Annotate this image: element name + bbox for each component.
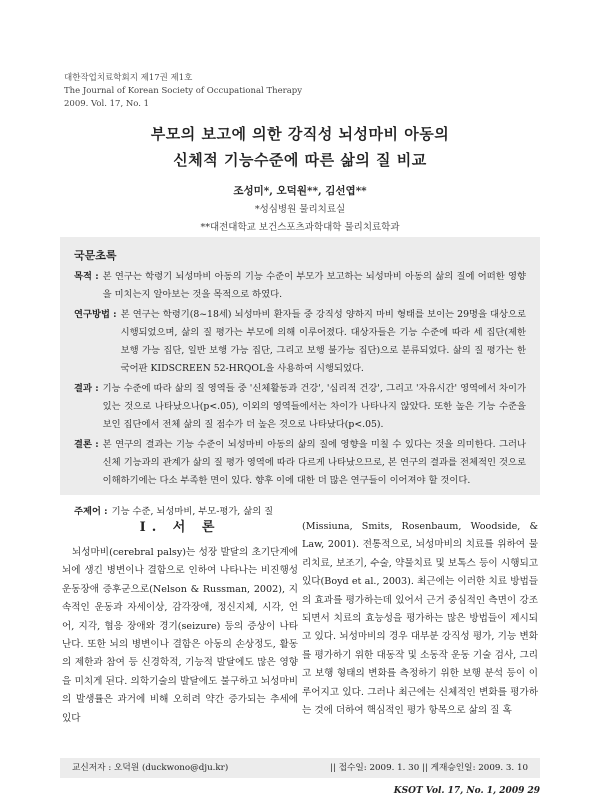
journal-issue: 2009. Vol. 17, No. 1 [64,99,150,109]
keywords-label: 주제어 : [74,506,108,517]
affiliation-1: *성심병원 물리치료실 [254,204,346,215]
page-footer: KSOT Vol. 17, No. 1, 2009 29 [393,786,540,796]
result-label: 결과 : [74,383,99,394]
journal-name-english: The Journal of Korean Society of Occupational Therapy [64,86,303,96]
abstract-heading: 국문초록 [74,249,117,262]
paper-title-line1: 부모의 보고에 의한 강직성 뇌성마비 아동의 [150,125,450,143]
section-title-introduction: I. 서 론 [139,520,221,535]
abstract-method [74,306,526,378]
author-list: 조성미*, 오덕원**, 김선엽** [233,185,367,197]
purpose-text: 본 연구는 학령기 뇌성마비 아동의 기능 수준이 부모가 보고하는 뇌성마비 아동의 삶의 질에 어떠한 영향을 미치는지 알아보는 것을 목적으로 하였다. [102,271,526,300]
correspondence-bar [60,758,540,778]
result-text: 기능 수준에 따라 삶의 질 영역들 중 '신체활동과 건강', '심리적 건강', 그리고 '자유시간' 영역에서 차이가 있는 것으로 나타났으나(p<.05), 이외의 영역들에서는 차이가 나타나지 않았다. 또한 높은 기능 수준을 보인 집단에서 전체 삶의 질 점수가 더 높은 것으로 나타났다(p<.05). [102,383,526,430]
body-paragraph-left: 뇌성마비(cerebral palsy)는 성장 발달의 초기단계에 뇌에 생긴 병변이나 결함으로 인하여 나타나는 비진행성 운동장애 증후군으로(Nelson & Russman, 2002), 지속적인 운동과 자세이상, 감각장애, 정신지체, 시각, 언어, 지각, 협응 장애와 경기(seizure) 등의 증상이 나타난다. 또한 뇌의 병변이나 결함은 아동의 손상정도, 활동의 제한과 참여 등 신경학적, 기능적 발달에도 많은 영향을 미치게 된다. 의학기술의 발달에도 불구하고 뇌성마비의 발생률은 과거에 비해 오히려 약간 증가되는 추세에 있다 [62,547,298,724]
corresponding-author: 교신저자 : 오덕원 (duckwono@dju.kr) [72,763,229,773]
method-text: 본 연구는 학령기(8~18세) 뇌성마비 환자들 중 강직성 양하지 마비 형태를 보이는 29명을 대상으로 시행되었으며, 삶의 질 평가는 부모에 의해 이루어졌다. 대상자들은 기능 수준에 따라 세 집단(제한 보행 가능 집단, 일반 보행 가능 집단, 그리고 보행 불가능 집단)으로 분류되었다. 삶의 질 평가는 한국어판 KIDSCREEN 52-HRQOL을 사용하여 시행되었다. [120,309,526,374]
keywords-text: 기능 수준, 뇌성마비, 부모-평가, 삶의 질 [111,506,274,517]
purpose-label: 목적 : [74,271,99,282]
body-column-right [302,518,538,720]
abstract-conclusion [74,436,526,490]
affiliation-2: **대전대학교 보건스포츠과학대학 물리치료학과 [200,222,400,233]
method-label: 연구방법 : [74,309,117,320]
paper-title [0,121,600,173]
conclusion-text: 본 연구의 결과는 기능 수준이 뇌성마비 아동의 삶의 질에 영향을 미칠 수 있다는 것을 의미한다. 그러나 신체 기능과의 관계가 삶의 질 평가 영역에 따라 다르게 나타났으므로, 본 연구의 결과를 전체적인 것으로 이해하기에는 다소 부족한 면이 있다. 향후 이에 대한 더 많은 연구들이 이어져야 할 것이다. [102,439,526,486]
paper-title-line2: 신체적 기능수준에 따른 삶의 질 비교 [173,151,427,169]
conclusion-label: 결론 : [74,439,99,450]
body-column-left [62,518,298,728]
abstract-purpose [74,268,526,304]
body-paragraph-right: (Missiuna, Smits, Rosenbaum, Woodside, & Law, 2001). 전통적으로, 뇌성마비의 치료를 위하여 물리치료, 보조기, 수술, 약물치료 및 보톡스 등이 시행되고 있다(Boyd et al., 2003). 최근에는 이러한 치료 방법들의 효과를 평가하는데 있어서 근거 중심적인 측면이 강조되면서 치료의 효능성을 평가하는 많은 방법들이 제시되고 있다. 뇌성마비의 경우 대부분 강직성 평가, 기능 변화를 평가하기 위한 대동작 및 소동작 운동 기술 검사, 그리고 보행 형태의 변화를 측정하기 위한 보행 분석 등이 이루어지고 있다. 그러나 최근에는 신체적인 변화를 평가하는 것에 더하여 핵심적인 평가 항목으로 삶의 질 혹 [302,521,538,717]
abstract-result [74,380,526,434]
journal-header [64,72,302,111]
abstract-box [60,237,540,517]
journal-name-korean: 대한작업치료학회지 제17권 제1호 [64,73,193,83]
received-accepted-dates: || 접수일: 2009. 1. 30 || 게재승인일: 2009. 3. 10 [330,763,528,773]
